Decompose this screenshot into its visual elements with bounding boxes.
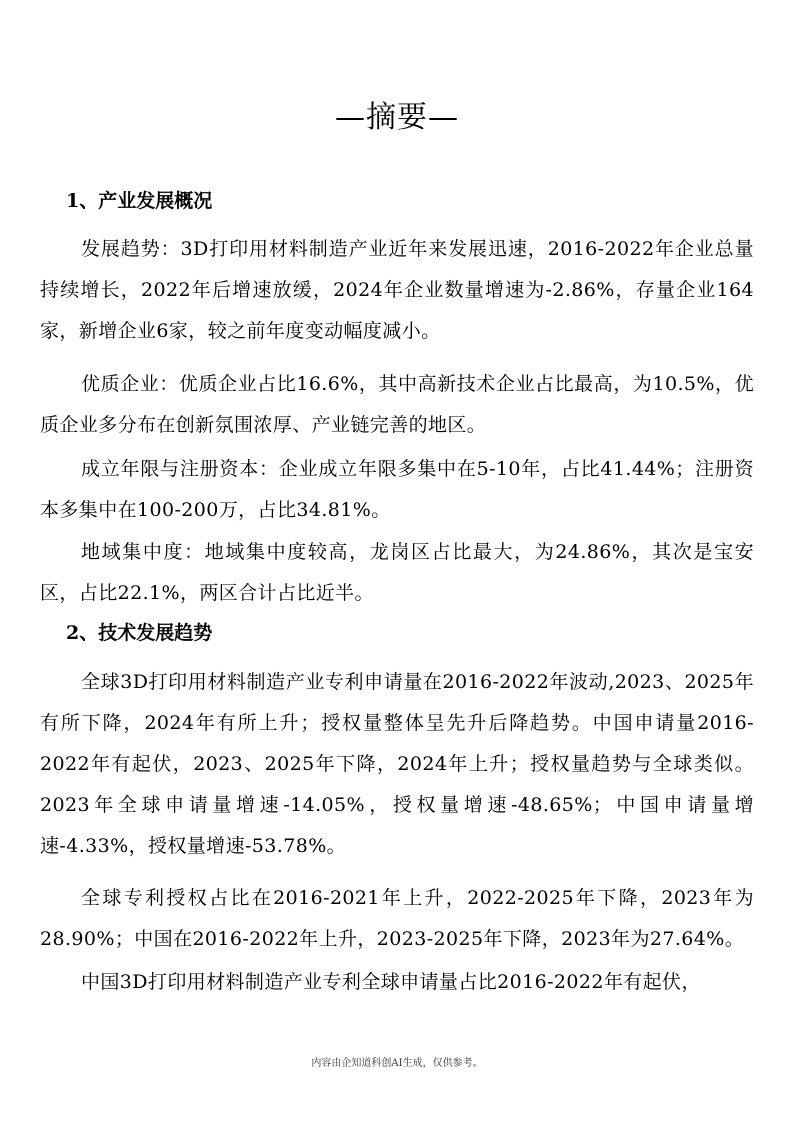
section-heading-industry-overview: 1、产业发展概况 bbox=[66, 190, 213, 212]
section-heading-technology-trend: 2、技术发展趋势 bbox=[66, 622, 213, 644]
ai-generated-footer: 内容由企知道科创AI生成，仅供参考。 bbox=[311, 1058, 483, 1069]
paragraph-quality-enterprises: 优质企业：优质企业占比16.6%，其中高新技术企业占比最高，为10.5%，优质企业多分布在创新氛围浓厚、产业链完善的地区。 bbox=[40, 373, 754, 436]
paragraph-grant-share: 全球专利授权占比在2016-2021年上升，2022-2025年下降，2023年为28.90%；中国在2016-2022年上升，2023-2025年下降，2023年为27.64%。 bbox=[40, 887, 754, 950]
paragraph-regional-concentration: 地域集中度：地域集中度较高，龙岗区占比最大，为24.86%，其次是宝安区，占比22.1%，两区合计占比近半。 bbox=[40, 541, 754, 604]
paragraph-age-and-capital: 成立年限与注册资本：企业成立年限多集中在5-10年，占比41.44%；注册资本多集中在100-200万，占比34.81%。 bbox=[40, 458, 754, 521]
page-title: —摘要— bbox=[335, 100, 459, 135]
paragraph-patent-applications: 全球3D打印用材料制造产业专利申请量在2016-2022年波动,2023、2025年有所下降，2024年有所上升；授权量整体呈先升后降趋势。中国申请量2016-2022年有起伏，2023、2025年下降，2024年上升；授权量趋势与全球类似。2023年全球申请量增速-14.05%，授权量增速-48.65%；中国申请量增速-4.33%，授权量增速-53.78%。 bbox=[40, 671, 754, 857]
paragraph-china-share: 中国3D打印用材料制造产业专利全球申请量占比2016-2022年有起伏， bbox=[81, 971, 701, 993]
paragraph-development-trend: 发展趋势：3D打印用材料制造产业近年来发展迅速，2016-2022年企业总量持续增长，2022年后增速放缓，2024年企业数量增速为-2.86%，存量企业164家，新增企业6家，较之前年度变动幅度减小。 bbox=[40, 238, 754, 342]
